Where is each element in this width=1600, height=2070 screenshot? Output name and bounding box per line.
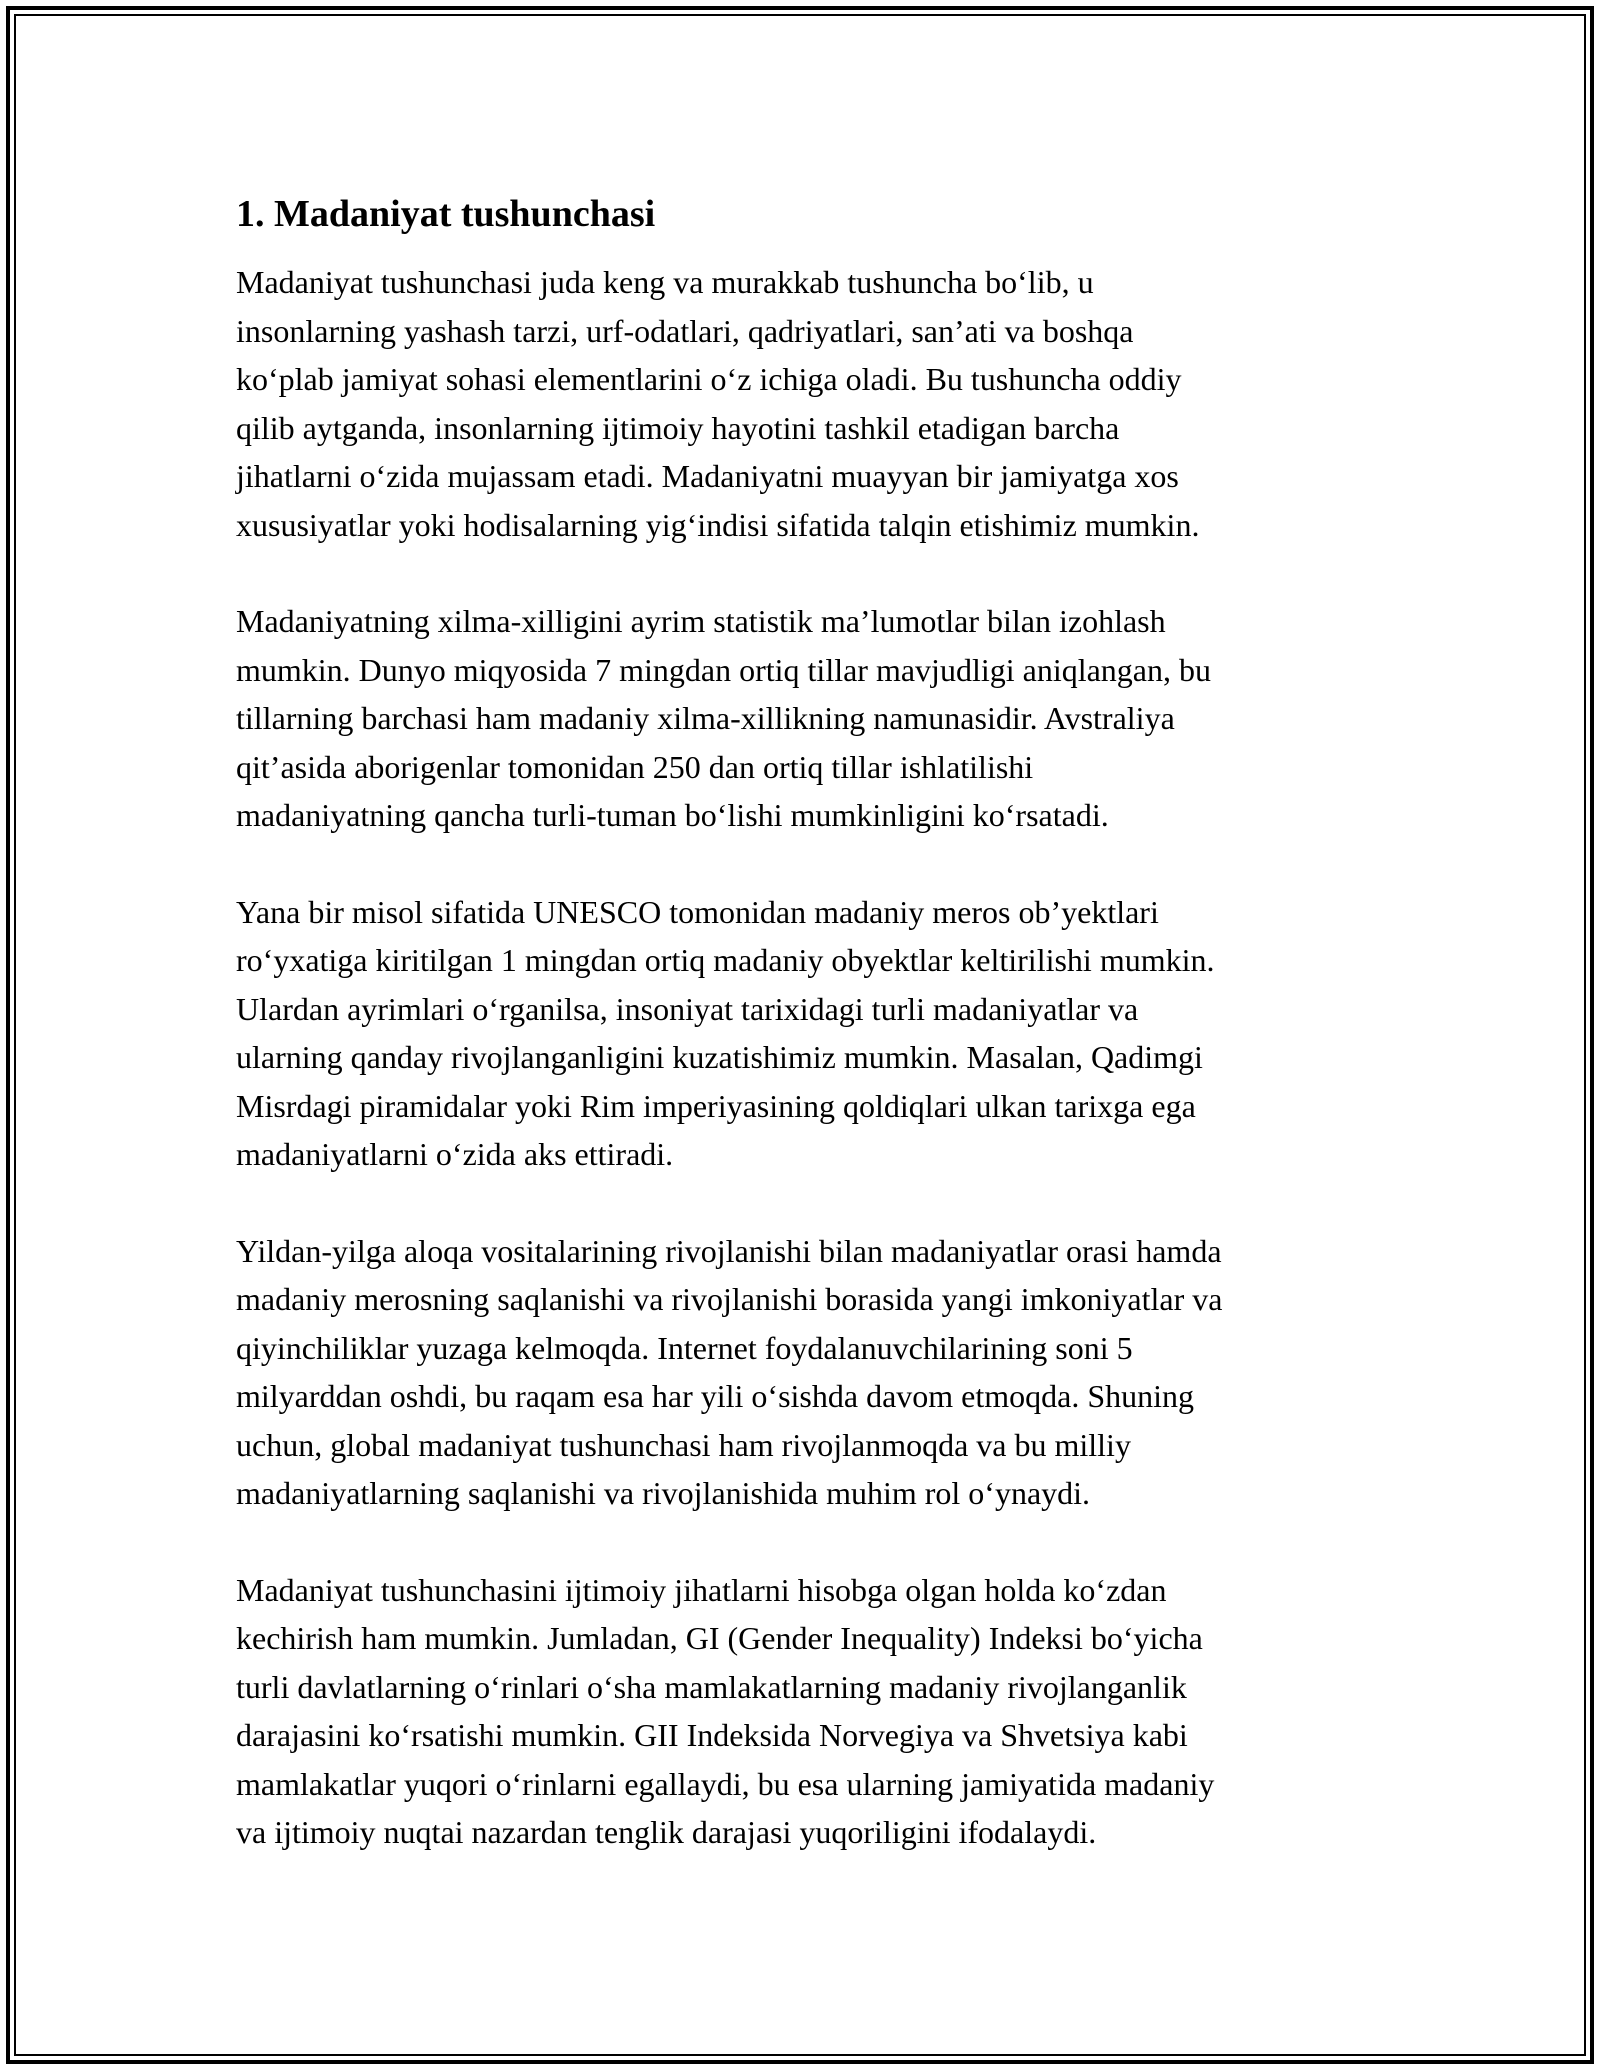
paragraph-line: jihatlarni o‘zida mujassam etadi. Madaniyatni muayyan bir jamiyatga xos (236, 458, 1179, 494)
paragraph-line: kechirish ham mumkin. Jumladan, GI (Gender Inequality) Indeksi bo‘yicha (236, 1620, 1203, 1656)
paragraph-line: qit’asida aborigenlar tomonidan 250 dan ortiq tillar ishlatilishi (236, 748, 1034, 785)
paragraph-1 (236, 258, 1376, 549)
paragraph-line: Ulardan ayrimlari o‘rganilsa, insoniyat tarixidagi turli madaniyatlar va (236, 990, 1139, 1027)
paragraph-line: Madaniyatning xilma-xilligini ayrim statistik ma’lumotlar bilan izohlash (236, 603, 1166, 639)
paragraph-line: insonlarning yashash tarzi, urf-odatlari, qadriyatlari, san’ati va boshqa (236, 312, 1134, 349)
paragraph-line: xususiyatlar yoki hodisalarning yig‘indisi sifatida talqin etishimiz mumkin. (236, 506, 1200, 543)
paragraph-line: mumkin. Dunyo miqyosida 7 mingdan ortiq tillar mavjudligi aniqlangan, bu (236, 651, 1211, 688)
paragraph-line: ko‘plab jamiyat sohasi elementlarini o‘z ichiga oladi. Bu tushuncha oddiy (236, 361, 1182, 397)
paragraph-line: ularning qanday rivojlanganligini kuzatishimiz mumkin. Masalan, Qadimgi (236, 1039, 1203, 1075)
document-body (236, 188, 1376, 1905)
paragraph-line: Yildan-yilga aloqa vositalarining rivojlanishi bilan madaniyatlar orasi hamda (236, 1232, 1222, 1269)
paragraph-line: Madaniyat tushunchasi juda keng va murakkab tushuncha bo‘lib, u (236, 264, 1094, 300)
paragraph-line: milyarddan oshdi, bu raqam esa har yili o‘sishda davom etmoqda. Shuning (236, 1378, 1195, 1414)
paragraph-line: mamlakatlar yuqori o‘rinlarni egallaydi, bu esa ularning jamiyatida madaniy (236, 1765, 1215, 1802)
paragraph-5 (236, 1566, 1376, 1857)
paragraph-3 (236, 888, 1376, 1179)
paragraph-line: uchun, global madaniyat tushunchasi ham rivojlanmoqda va bu milliy (236, 1426, 1131, 1463)
paragraph-line: Madaniyat tushunchasini ijtimoiy jihatlarni hisobga olgan holda ko‘zdan (236, 1571, 1167, 1608)
paragraph-line: ro‘yxatiga kiritilgan 1 mingdan ortiq madaniy obyektlar keltirilishi mumkin. (236, 942, 1215, 978)
paragraph-line: qilib aytganda, insonlarning ijtimoiy hayotini tashkil etadigan barcha (236, 409, 1120, 446)
paragraph-line: turli davlatlarning o‘rinlari o‘sha mamlakatlarning madaniy rivojlanganlik (236, 1668, 1187, 1705)
paragraph-line: tillarning barchasi ham madaniy xilma-xillikning namunasidir. Avstraliya (236, 700, 1175, 736)
paragraph-line: darajasini ko‘rsatishi mumkin. GII Indeksida Norvegiya va Shvetsiya kabi (236, 1717, 1188, 1753)
paragraph-line: madaniyatlarning saqlanishi va rivojlanishida muhim rol o‘ynaydi. (236, 1475, 1091, 1511)
paragraph-line: Misrdagi piramidalar yoki Rim imperiyasining qoldiqlari ulkan tarixga ega (236, 1087, 1196, 1124)
paragraph-line: madaniy merosning saqlanishi va rivojlanishi borasida yangi imkoniyatlar va (236, 1281, 1223, 1317)
paragraph-line: Yana bir misol sifatida UNESCO tomonidan madaniy meros ob’yektlari (236, 893, 1159, 930)
paragraph-line: va ijtimoiy nuqtai nazardan tenglik darajasi yuqoriligini ifodalaydi. (236, 1814, 1097, 1850)
paragraph-2 (236, 597, 1376, 840)
paragraph-4 (236, 1227, 1376, 1518)
paragraph-line: madaniyatning qancha turli-tuman bo‘lishi mumkinligini ko‘rsatadi. (236, 797, 1109, 833)
paragraph-line: qiyinchiliklar yuzaga kelmoqda. Internet foydalanuvchilarining soni 5 (236, 1329, 1133, 1366)
section-heading: 1. Madaniyat tushunchasi (236, 193, 656, 235)
paragraph-line: madaniyatlarni o‘zida aks ettiradi. (236, 1136, 674, 1172)
paragraph-list (236, 258, 1376, 1857)
